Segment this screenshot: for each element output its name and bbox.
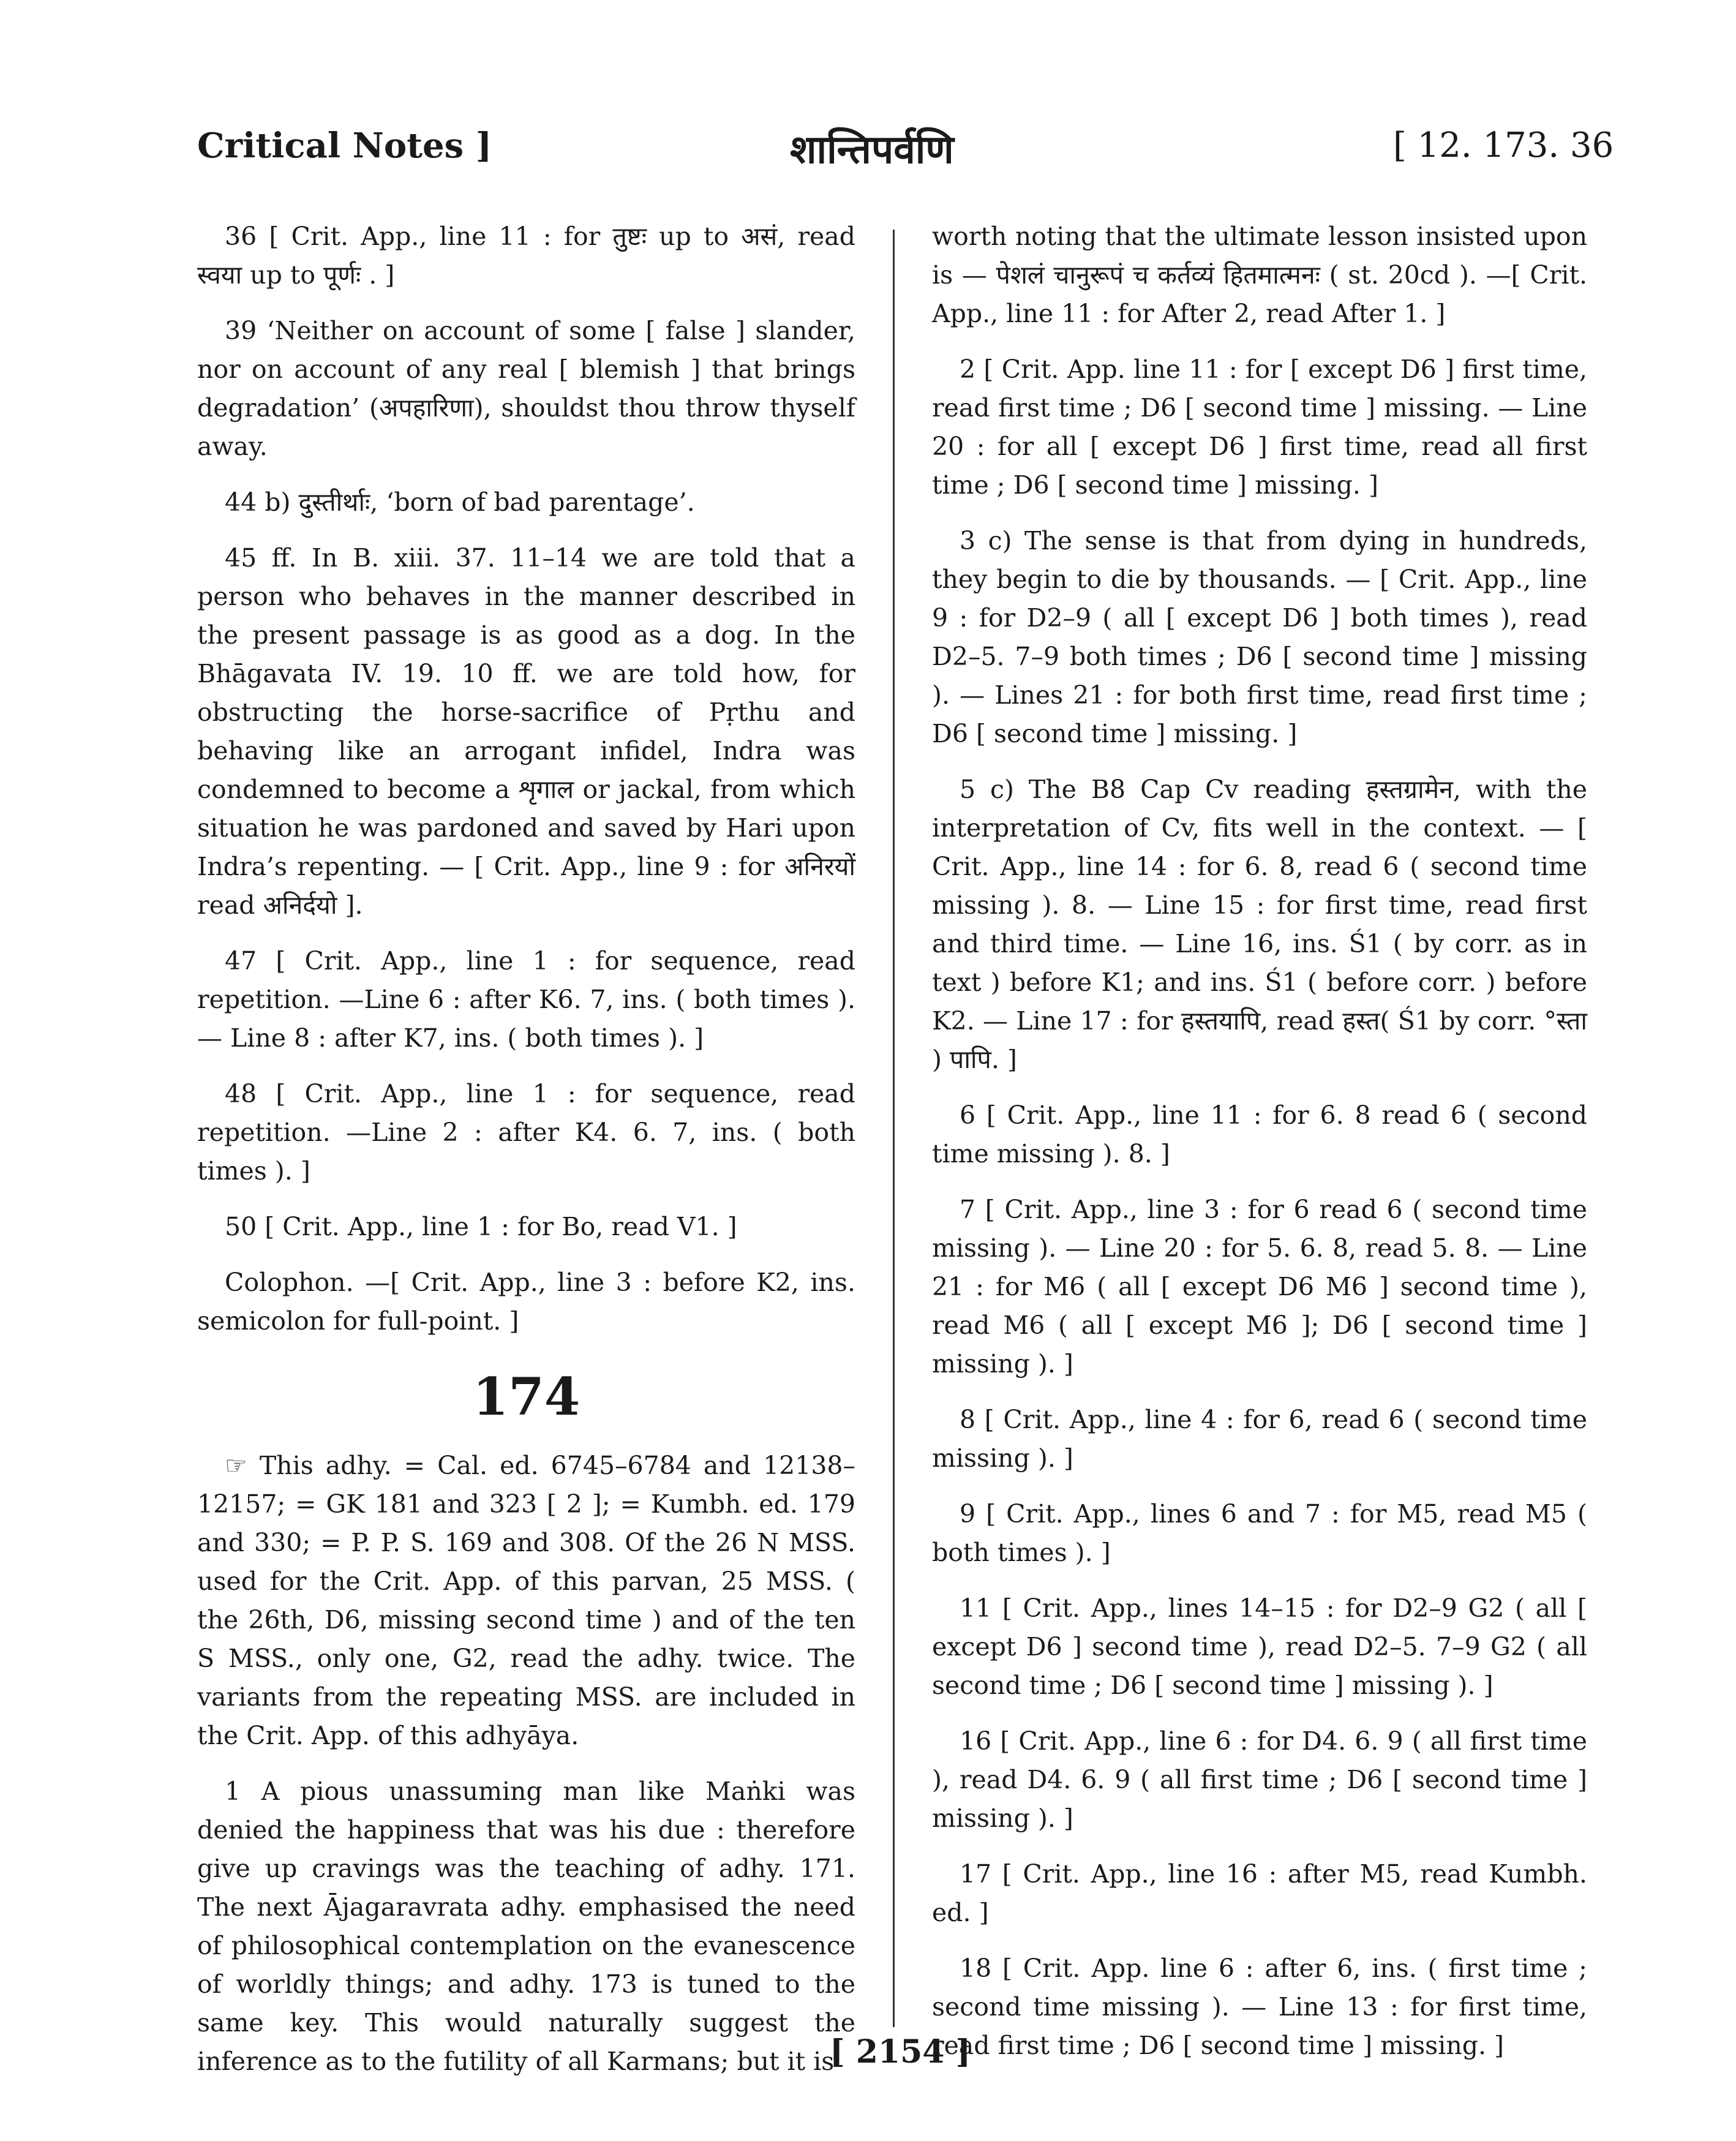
note-39: 39 ‘Neither on account of some [ false ] slander, nor on account of any real [ blemish ] that brings degradation’ (अपहारिणा), shouldst thou throw thyself away.	[197, 316, 855, 461]
right-column	[932, 217, 1587, 2082]
column-divider	[893, 230, 895, 2027]
note-45: 45 ff. In B. xiii. 37. 11–14 we are told that a person who behaves in the manner described in the present passage is as good as a dog. In the Bhāgavata IV. 19. 10 ff. we are told how, for obstructing the horse-sacrifice of Pṛthu and behaving like an arrogant infidel, Indra was condemned to become a शृगाल or jackal, from which situation he was pardoned and saved by Hari upon Indra’s repenting. — [ Crit. App., line 9 : for अनिरयों read अनिर्दयो ].	[197, 543, 855, 920]
pointing-hand-icon: ☞	[225, 1451, 247, 1480]
note-8: 8 [ Crit. App., line 4 : for 6, read 6 ( second time missing ). ]	[932, 1405, 1587, 1473]
note-1-continued: worth noting that the ultimate lesson insisted upon is — पेशलं चानुरूपं च कर्तव्यं हितमात्मनः ( st. 20cd ). —[ Crit. App., line 11 : for After 2, read After 1. ]	[932, 222, 1587, 328]
note-1: 1 A pious unassuming man like Maṅki was denied the happiness that was his due : therefore give up cravings was the teaching of adhy. 171. The next Ājagaravrata adhy. emphasised the need of philosophical contemplation on the evanescence of worldly things; and adhy. 173 is tuned to the same key. This would naturally suggest the inference as to the futility of all Karmans; but it is	[197, 1777, 855, 2076]
note-17: 17 [ Crit. App., line 16 : after M5, read Kumbh. ed. ]	[932, 1859, 1587, 1927]
note-6: 6 [ Crit. App., line 11 : for 6. 8 read 6 ( second time missing ). 8. ]	[932, 1101, 1587, 1168]
running-header-left: Critical Notes ]	[197, 126, 492, 166]
colophon-note: Colophon. —[ Crit. App., line 3 : before K2, ins. semicolon for full-point. ]	[197, 1268, 855, 1336]
note-50: 50 [ Crit. App., line 1 : for Bo, read V1. ]	[225, 1212, 737, 1241]
adhyaya-intro	[197, 1447, 855, 1755]
note-5: 5 c) The B8 Cap Cv reading हस्तग्रामेन, with the interpretation of Cv, fits well in the context. — [ Crit. App., line 14 : for 6. 8, read 6 ( second time missing ). 8. — Line 15 : for first time, read first and third time. — Line 16, ins. Ś1 ( by corr. as in text ) before K1; and ins. Ś1 ( before corr. ) before K2. — Line 17 : for हस्तयापि, read हस्त( Ś1 by corr. °स्ता ) पापि. ]	[932, 775, 1587, 1074]
running-header-reference: [ 12. 173. 36	[1393, 126, 1614, 165]
adhyaya-intro-text: This adhy. = Cal. ed. 6745–6784 and 12138–12157; = GK 181 and 323 [ 2 ]; = Kumbh. ed. 179 and 330; = P. P. S. 169 and 308. Of the 26 N MSS. used for the Crit. App. of this parvan, 25 MSS. ( the 26th, D6, missing second time ) and of the ten S MSS., only one, G2, read the adhy. twice. The variants from the repeating MSS. are included in the Crit. App. of this adhyāya.	[197, 1451, 855, 1750]
note-11: 11 [ Crit. App., lines 14–15 : for D2–9 G2 ( all [ except D6 ] second time ), read D2–5. 7–9 G2 ( all second time ; D6 [ second time ] missing ). ]	[932, 1594, 1587, 1700]
running-header-title: शान्तिपर्वणि	[790, 127, 954, 173]
note-47: 47 [ Crit. App., line 1 : for sequence, read repetition. —Line 6 : after K6. 7, ins. ( both times ). — Line 8 : after K7, ins. ( both times ). ]	[197, 946, 855, 1053]
note-48: 48 [ Crit. App., line 1 : for sequence, read repetition. —Line 2 : after K4. 6. 7, ins. ( both times ). ]	[197, 1079, 855, 1186]
note-44: 44 b) दुस्तीर्थाः, ‘born of bad parentage’.	[225, 487, 695, 517]
left-column	[197, 217, 855, 2098]
adhyaya-heading: 174	[472, 1366, 581, 1427]
note-36: 36 [ Crit. App., line 11 : for तुष्टः up to असं, read स्वया up to पूर्णः . ]	[197, 222, 855, 290]
note-9: 9 [ Crit. App., lines 6 and 7 : for M5, read M5 ( both times ). ]	[932, 1499, 1587, 1567]
note-2: 2 [ Crit. App. line 11 : for [ except D6 ] first time, read first time ; D6 [ second time ] missing. — Line 20 : for all [ except D6 ] first time, read all first time ; D6 [ second time ] missing. ]	[932, 355, 1587, 500]
note-18: 18 [ Crit. App. line 6 : after 6, ins. ( first time ; second time missing ). — Line 13 : for first time, read first time ; D6 [ second time ] missing. ]	[932, 1954, 1587, 2060]
note-16: 16 [ Crit. App., line 6 : for D4. 6. 9 ( all first time ), read D4. 6. 9 ( all first time ; D6 [ second time ] missing ). ]	[932, 1726, 1587, 1833]
note-7: 7 [ Crit. App., line 3 : for 6 read 6 ( second time missing ). — Line 20 : for 5. 6. 8, read 5. 8. — Line 21 : for M6 ( all [ except D6 M6 ] second time ), read M6 ( all [ except M6 ]; D6 [ second time ] missing ). ]	[932, 1195, 1587, 1379]
note-3: 3 c) The sense is that from dying in hundreds, they begin to die by thousands. — [ Crit. App., line 9 : for D2–9 ( all [ except D6 ] both times ), read D2–5. 7–9 both times ; D6 [ second time ] missing ). — Lines 21 : for both first time, read first time ; D6 [ second time ] missing. ]	[932, 526, 1587, 748]
page-number: [ 2154 ]	[830, 2033, 971, 2071]
